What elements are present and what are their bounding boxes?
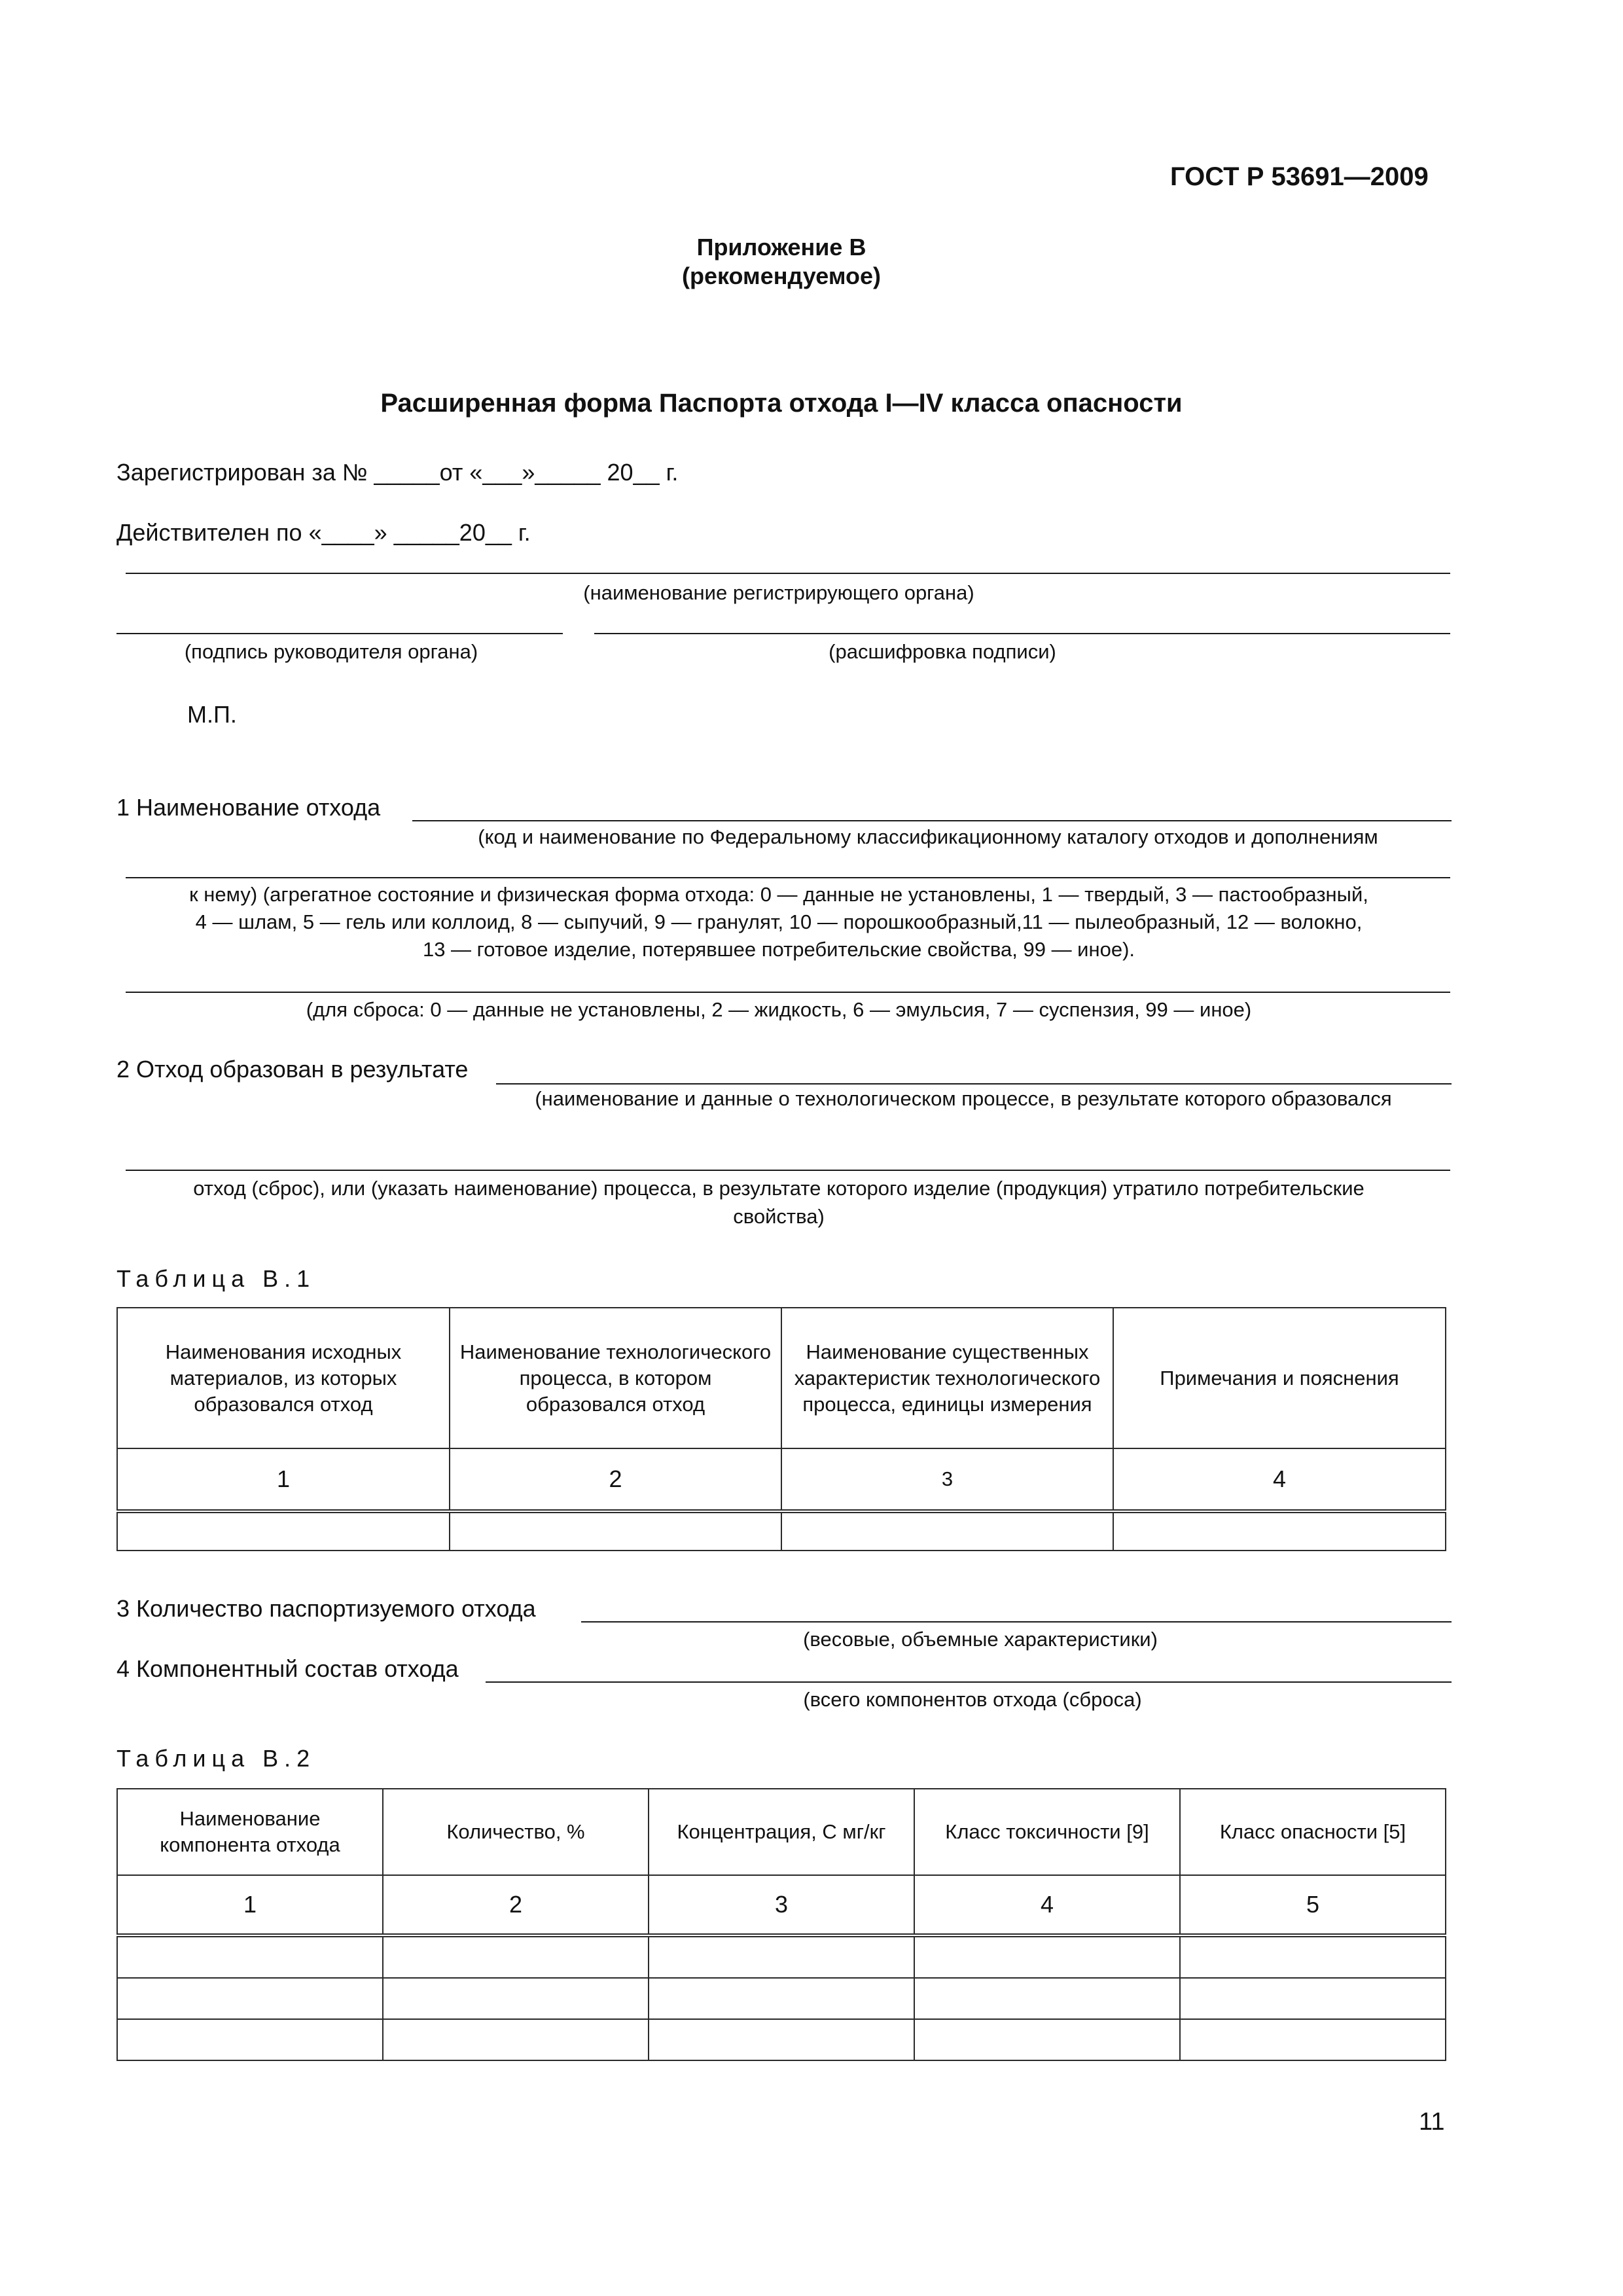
table-b2-row (117, 1935, 1446, 1978)
table-b1-cell (1113, 1511, 1446, 1551)
table-b2-header: Наименование компонента отхода (117, 1789, 383, 1875)
waste-form-caption-3: 13 — готовое изделие, потерявшее потребительские свойства, 99 — иное). (422, 938, 1135, 961)
table-b2-cell (117, 1978, 383, 2019)
stamp-place: М.П. (187, 701, 237, 728)
table-b2-column-number: 2 (383, 1875, 649, 1935)
waste-origin-blank (496, 1083, 1452, 1085)
table-b2-header-row (117, 1789, 1446, 1875)
decoding-blank (594, 633, 1450, 634)
composition-label: 4 Компонентный состав отхода (116, 1655, 459, 1682)
decoding-caption: (расшифровка подписи) (829, 640, 1056, 663)
quantity-label: 3 Количество паспортизуемого отхода (116, 1595, 536, 1622)
table-b1-column-number: 2 (450, 1448, 781, 1511)
table-b1-cell (450, 1511, 781, 1551)
table-b2-cell (649, 1978, 914, 2019)
table-b2 (116, 1788, 1446, 2061)
document-code: ГОСТ Р 53691—2009 (1170, 162, 1429, 191)
table-b2-header: Количество, % (383, 1789, 649, 1875)
table-b2-cell (914, 1935, 1180, 1978)
table-b2-cell (117, 1935, 383, 1978)
table-b2-cell (1180, 2019, 1446, 2060)
table-b1 (116, 1307, 1446, 1551)
table-b2-cell (383, 1978, 649, 2019)
table-b1-label: Таблица В.1 (116, 1265, 316, 1292)
authority-blank (126, 573, 1450, 574)
table-b1-column-number: 1 (117, 1448, 450, 1511)
table-b1-cell (117, 1511, 450, 1551)
signature-caption: (подпись руководителя органа) (184, 640, 478, 663)
quantity-caption: (весовые, объемные характеристики) (803, 1628, 1158, 1651)
valid-until-line: Действителен по «____» _____20__ г. (116, 519, 531, 546)
table-b2-column-number: 5 (1180, 1875, 1446, 1935)
table-b2-column-number: 1 (117, 1875, 383, 1935)
table-b2-cell (914, 2019, 1180, 2060)
table-b2-cell (649, 1935, 914, 1978)
table-b2-row (117, 1978, 1446, 2019)
table-b2-header: Концентрация, С мг/кг (649, 1789, 914, 1875)
registered-line: Зарегистрирован за № _____от «___»_____ 20__ г. (116, 459, 679, 486)
table-b2-column-number: 4 (914, 1875, 1180, 1935)
table-b1-column-number: 3 (781, 1448, 1113, 1511)
signature-blank (116, 633, 563, 634)
table-b2-row (117, 2019, 1446, 2060)
table-b2-header: Класс токсичности [9] (914, 1789, 1180, 1875)
table-b2-header: Класс опасности [5] (1180, 1789, 1446, 1875)
waste-origin-label: 2 Отход образован в результате (116, 1056, 469, 1083)
table-b2-label: Таблица В.2 (116, 1745, 316, 1772)
waste-name-blank (412, 820, 1452, 821)
table-b1-row (117, 1511, 1446, 1551)
page-number: 11 (1419, 2108, 1445, 2136)
process-caption-2: свойства) (733, 1205, 825, 1228)
table-b2-cell (1180, 1935, 1446, 1978)
waste-form-blank (126, 877, 1450, 878)
waste-form-caption-2: 4 — шлам, 5 — гель или коллоид, 8 — сыпучий, 9 — гранулят, 10 — порошкообразный,11 — пылеобразный, 12 — волокно, (195, 910, 1363, 933)
composition-blank (486, 1681, 1452, 1683)
appendix-subtitle: (рекомендуемое) (682, 262, 881, 289)
table-b1-header: Наименования исходных материалов, из которых образовался отход (117, 1308, 450, 1448)
table-b1-header: Наименование существенных характеристик технологического процесса, единицы измерения (781, 1308, 1113, 1448)
waste-name-caption: (код и наименование по Федеральному классификационному каталогу отходов и дополнениям (478, 825, 1378, 848)
table-b1-header-row (117, 1308, 1446, 1448)
process-blank (126, 1170, 1450, 1171)
table-b2-column-number: 3 (649, 1875, 914, 1935)
table-b2-cell (649, 2019, 914, 2060)
table-b2-number-row (117, 1875, 1446, 1935)
quantity-blank (581, 1621, 1452, 1623)
composition-caption: (всего компонентов отхода (сброса) (803, 1688, 1142, 1711)
discharge-blank (126, 992, 1450, 993)
table-b1-header: Примечания и пояснения (1113, 1308, 1446, 1448)
table-b2-cell (914, 1978, 1180, 2019)
table-b2-cell (1180, 1978, 1446, 2019)
discharge-caption: (для сброса: 0 — данные не установлены, 2 — жидкость, 6 — эмульсия, 7 — суспензия, 99 — иное) (306, 998, 1252, 1021)
waste-origin-caption: (наименование и данные о технологическом процессе, в результате которого образовался (535, 1087, 1392, 1110)
authority-caption: (наименование регистрирующего органа) (583, 581, 974, 604)
table-b2-cell (383, 1935, 649, 1978)
waste-name-label: 1 Наименование отхода (116, 794, 381, 821)
table-b1-column-number: 4 (1113, 1448, 1446, 1511)
table-b1-header: Наименование технологического процесса, в котором образовался отход (450, 1308, 781, 1448)
table-b2-cell (383, 2019, 649, 2060)
appendix-title: Приложение В (696, 234, 866, 260)
table-b1-number-row (117, 1448, 1446, 1511)
form-title: Расширенная форма Паспорта отхода I—IV класса опасности (380, 389, 1183, 418)
process-caption-1: отход (сброс), или (указать наименование) процесса, в результате которого изделие (продукция) утратило потребительские (193, 1177, 1364, 1200)
table-b2-cell (117, 2019, 383, 2060)
waste-form-caption-1: к нему) (агрегатное состояние и физическая форма отхода: 0 — данные не установлены, 1 — твердый, 3 — пастообразный, (189, 883, 1368, 906)
table-b1-cell (781, 1511, 1113, 1551)
